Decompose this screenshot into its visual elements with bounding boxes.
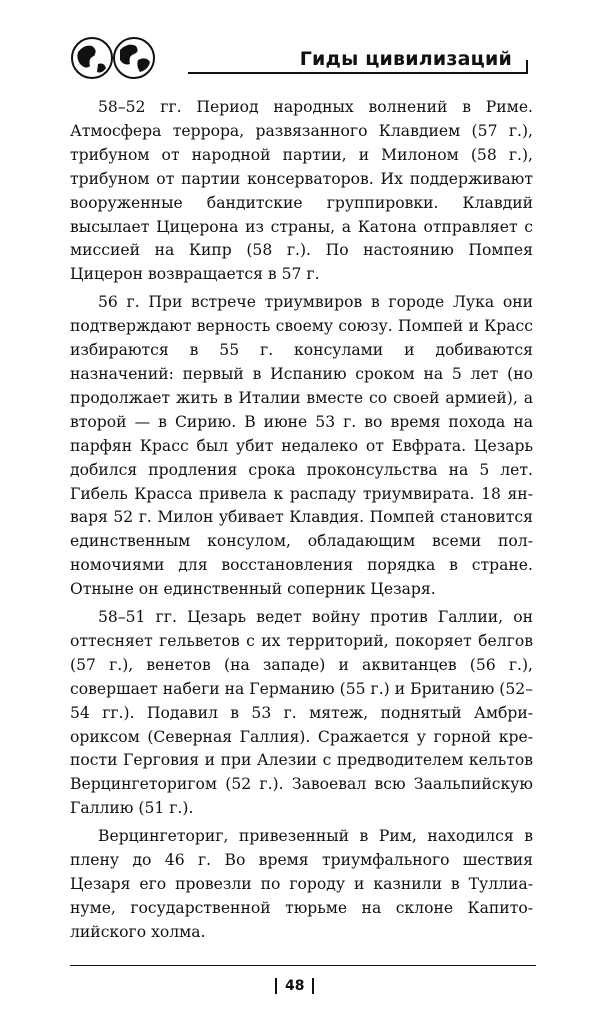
paragraph: Верцингеториг, привезенный в Рим, находился в плену до 46 г. Во время триумфального шествия Цезаря его провезли по городу и казнили в Туллиануме, государственной тюрьме на склоне Капитолийского холма. (70, 827, 533, 941)
header-title: Гиды цивилизаций (299, 48, 512, 70)
paragraph: 58–51 гг. Цезарь ведет войну против Галлии, он оттесняет гельветов с их территорий, покоряет белгов (57 г.), венетов (на западе) и аквитанцев (56 г.), совершает набеги на Германию (55 г.) и Британию (52–54 гг.). Подавил в 53 г. мятеж, поднятый Амбриориксом (Северная Галлия). Сражается у горной крепости Герговия и при Алезии с предводителем кельтов Верцингеторигом (52 г.). Завоевал всю Заальпийскую Галлию (51 г.). (70, 608, 533, 818)
main-text (70, 96, 533, 949)
header-tick (526, 60, 528, 74)
footer-rule (70, 965, 536, 966)
paragraph: 58–52 гг. Период народных волнений в Риме. Атмосфера террора, развязанного Клавдием (57 г.), трибуном от народной партии, и Милоном (58 г.), трибуном от партии консерваторов. Их поддерживают вооруженные бандитские группировки. Клавдий высылает Цицерона из страны, а Катона отправляет с миссией на Кипр (58 г.). По настоянию Помпея Цицерон возвращается в 57 г. (70, 98, 533, 284)
paragraph: 56 г. При встрече триумвиров в городе Лука они подтверждают верность своему союзу. Помпей и Красс избираются в 55 г. консулами и добиваются назначений: первый в Испанию сроком на 5 лет (но продолжает жить в Италии вместе со своей армией), а второй — в Сирию. В июне 53 г. во время похода на парфян Красс был убит недалеко от Евфрата. Цезарь добился продления срока проконсульства на 5 лет. Гибель Красса привела к распаду триумвирата. 18 января 52 г. Милон убивает Клавдия. Помпей становится единственным консулом, обладающим всеми полномочиями для восстановления порядка в стране. Отныне он единственный соперник Цезаря. (70, 293, 533, 599)
header-rule (188, 72, 528, 74)
page-header (70, 30, 540, 85)
page-number: 48 (275, 978, 314, 994)
globe-icon (70, 36, 160, 80)
